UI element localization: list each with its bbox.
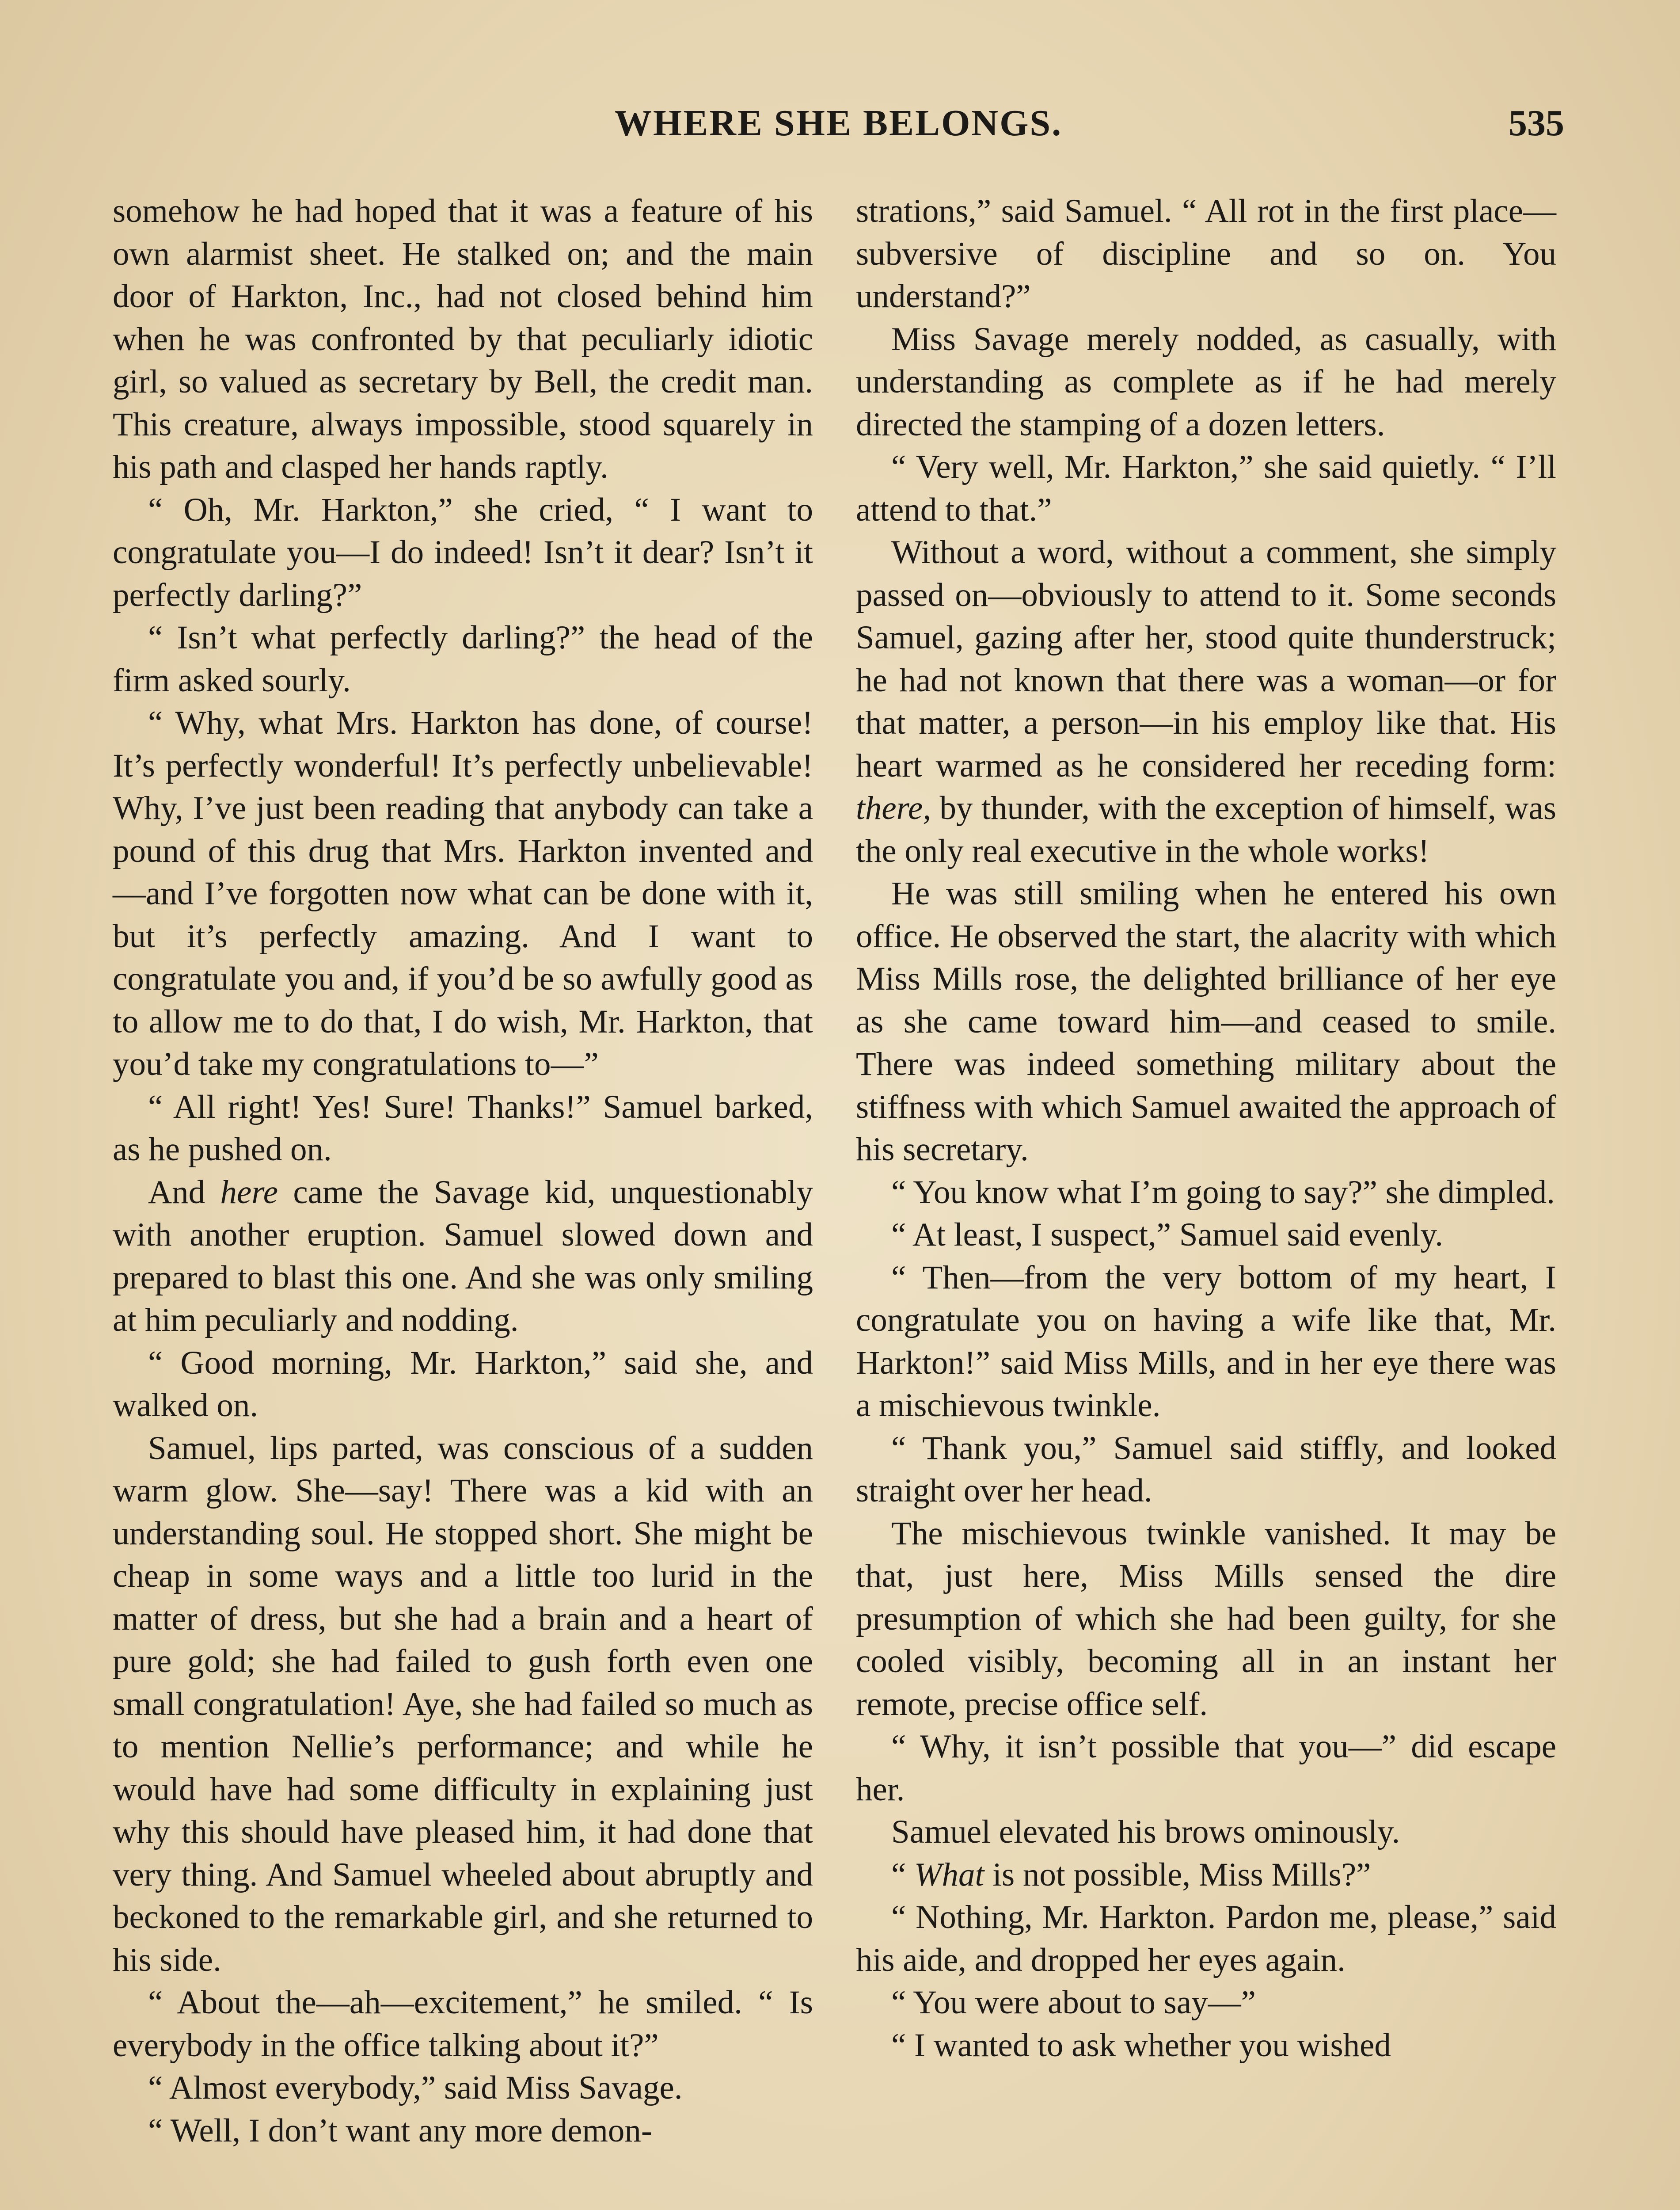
paragraph-text: “ You were about to say—” [891,1984,1256,2021]
page-number: 535 [1509,103,1564,144]
italic-word: What [914,1856,984,1893]
paragraph-text: And [148,1174,220,1211]
paragraph-text: Samuel elevated his brows ominously. [891,1814,1400,1850]
paragraph [113,702,813,1086]
paragraph [856,1171,1556,1214]
paragraph [113,1342,813,1427]
paragraph-text: came the Savage kid, unquestionably with another eruption. Samuel slowed down and prepared to blast this one. And she was only smiling at him peculiarly and nodding. [113,1174,813,1338]
paragraph-text: “ Why, what Mrs. Harkton has done, of course! It’s perfectly wonderful! It’s perfectly unbelievable! Why, I’ve just been reading that anybody can take a pound of this drug that Mrs. Harkton invented and —and I’ve forgotten now what can be done with it, but it’s perfectly amazing. And I want to congratulate you and, if you’d be so awfully good as to allow me to do that, I do wish, Mr. Harkton, that you’d take my congratulations to—” [113,705,813,1082]
paragraph [856,2024,1556,2067]
paragraph-text: “ About the—ah—excitement,” he smiled. “ Is everybody in the office talking about it?” [113,1984,813,2064]
left-text-column [113,190,813,2152]
paragraph-text: “ Then—from the very bottom of my heart, I congratulate you on having a wife like that, Mr. Harkton!” said Miss Mills, and in her eye there was a mischievous twinkle. [856,1259,1556,1424]
paragraph [113,2067,813,2110]
paragraph-text: is not possible, Miss Mills?” [984,1856,1371,1893]
paragraph-text: “ You know what I’m going to say?” she dimpled. [891,1174,1555,1211]
paragraph-text: “ Nothing, Mr. Harkton. Pardon me, please,” said his aide, and dropped her eyes again. [856,1899,1556,1978]
paragraph-text: The mischievous twinkle vanished. It may be that, just here, Miss Mills sensed the dire presumption of which she had been guilty, for she cooled visibly, becoming all in an instant her remote, precise office self. [856,1515,1556,1722]
italic-word: here [220,1174,278,1211]
paragraph [856,873,1556,1171]
paragraph [113,1981,813,2067]
paragraph [113,1086,813,1171]
paragraph [113,617,813,702]
paragraph [856,1427,1556,1513]
paragraph-text: “ Almost everybody,” said Miss Savage. [148,2069,683,2106]
paragraph [856,1811,1556,1854]
paragraph [856,1981,1556,2024]
paragraph [113,489,813,617]
paragraph [856,318,1556,446]
paragraph [856,1726,1556,1811]
paragraph-text: Without a word, without a comment, she simply passed on—obviously to attend to it. Some seconds Samuel, gazing after her, stood quite thunderstruck; he had not known that there was a woman—or for that matter, a person—in his employ like that. His heart warmed as he considered her receding form: [856,534,1556,784]
paragraph [856,446,1556,531]
paragraph-text: “ Why, it isn’t possible that you—” did escape her. [856,1728,1556,1808]
paragraph [856,1257,1556,1427]
paragraph-text: “ Isn’t what perfectly darling?” the head of the firm asked sourly. [113,619,813,699]
paragraph [113,190,813,489]
paragraph [113,2110,813,2153]
paragraph-text: He was still smiling when he entered his own office. He observed the start, the alacrity with which Miss Mills rose, the delighted brilliance of her eye as she came toward him—and ceased to smile. There was indeed something military about the stiffness with which Samuel awaited the approach of his secretary. [856,875,1556,1168]
paragraph-text: “ Well, I don’t want any more demon- [148,2112,652,2149]
paragraph-text: somehow he had hoped that it was a feature of his own alarmist sheet. He stalked on; and the main door of Harkton, Inc., had not closed behind him when he was confronted by that peculiarly idiotic girl, so valued as secretary by Bell, the credit man. This creature, always impossible, stood squarely in his path and clasped her hands raptly. [113,193,813,485]
running-head: WHERE SHE BELONGS. [614,103,1063,144]
paragraph-text: by thunder, with the exception of himself, was the only real executive in the whole works! [856,790,1556,869]
paragraph-text: “ Oh, Mr. Harkton,” she cried, “ I want to congratulate you—I do indeed! Isn’t it dear? Isn’t it perfectly darling?” [113,491,813,613]
paragraph-text: “ Thank you,” Samuel said stiffly, and looked straight over her head. [856,1429,1556,1509]
paragraph [856,190,1556,318]
paragraph-text: “ I wanted to ask whether you wished [891,2027,1391,2064]
paragraph-text: “ [891,1856,915,1893]
paragraph [856,1214,1556,1257]
paragraph-text: strations,” said Samuel. “ All rot in the first place—subversive of discipline and so on. You understand?” [856,193,1556,315]
italic-word: there, [856,790,931,827]
paragraph [113,1427,813,1982]
paragraph [113,1171,813,1342]
paragraph-text: “ At least, I suspect,” Samuel said evenly. [891,1216,1443,1253]
paragraph [856,531,1556,873]
paragraph-text: “ Very well, Mr. Harkton,” she said quietly. “ I’ll attend to that.” [856,449,1556,528]
paragraph [856,1896,1556,1981]
paragraph [856,1854,1556,1897]
paragraph-text: Samuel, lips parted, was conscious of a sudden warm glow. She—say! There was a kid with an understanding soul. He stopped short. She might be cheap in some ways and a little too lurid in the matter of dress, but she had a brain and a heart of pure gold; she had failed to gush forth even one small congratulation! Aye, she had failed so much as to mention Nellie’s performance; and while he would have had some difficulty in explaining just why this should have pleased him, it had done that very thing. And Samuel wheeled about abruptly and beckoned to the remarkable girl, and she returned to his side. [113,1429,813,1978]
paragraph-text: “ Good morning, Mr. Harkton,” said she, and walked on. [113,1344,813,1424]
page-header [113,102,1564,155]
right-text-column [856,190,1556,2067]
paragraph-text: Miss Savage merely nodded, as casually, with understanding as complete as if he had merely directed the stamping of a dozen letters. [856,320,1556,443]
paragraph [856,1513,1556,1726]
paragraph-text: “ All right! Yes! Sure! Thanks!” Samuel barked, as he pushed on. [113,1088,813,1168]
